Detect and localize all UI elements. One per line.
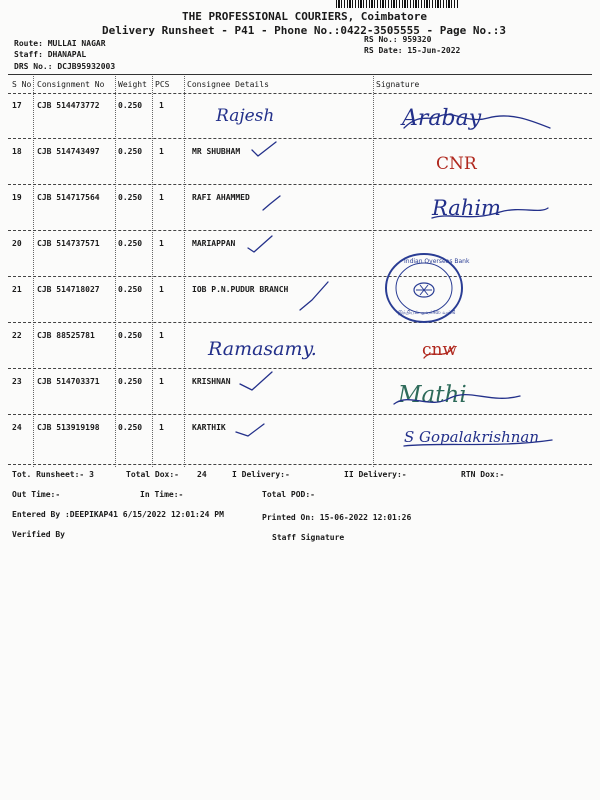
row-pcs: 1	[159, 101, 164, 110]
recipient-signature: Arabay	[402, 106, 482, 131]
drs-label: DRS No.: DCJB95932003	[14, 62, 116, 71]
route-label: Route: MULLAI NAGAR	[14, 39, 106, 48]
row-sno: 21	[12, 285, 22, 294]
row-consignment: CJB 514737571	[37, 239, 100, 248]
company-title: THE PROFESSIONAL COURIERS, Coimbatore	[182, 10, 428, 23]
row-pcs: 1	[159, 147, 164, 156]
row-consignment: CJB 88525781	[37, 331, 95, 340]
recipient-signature: CNR	[436, 154, 477, 174]
row-weight: 0.250	[118, 101, 143, 110]
entered-by: Entered By :DEEPIKAP41 6/15/2022 12:01:24 PM	[12, 510, 224, 519]
staff-label: Staff: DHANAPAL	[14, 50, 87, 59]
row-sno: 19	[12, 193, 22, 202]
row-pcs: 1	[159, 239, 164, 248]
row-sno: 24	[12, 423, 22, 432]
row-weight: 0.250	[118, 239, 143, 248]
row-sno: 20	[12, 239, 22, 248]
col-header-consignee: Consignee Details	[187, 80, 269, 89]
col-header-weight: Weight	[118, 80, 147, 89]
row-pcs: 1	[159, 423, 164, 432]
row-weight: 0.250	[118, 423, 143, 432]
row-pcs: 1	[159, 193, 164, 202]
printed-on: Printed On: 15-06-2022 12:01:26	[262, 513, 412, 522]
tick-icon	[248, 236, 272, 252]
runsheet-subtitle: Delivery Runsheet - P41 - Phone No.:0422-3505555 - Page No.:3	[102, 24, 506, 37]
row-weight: 0.250	[118, 377, 143, 386]
row-pcs: 1	[159, 331, 164, 340]
recipient-signature: S Gopalakrishnan	[404, 428, 540, 446]
row-consignee: MR SHUBHAM	[192, 147, 241, 156]
row-consignment: CJB 514473772	[37, 101, 100, 110]
tick-icon	[300, 282, 328, 310]
row-pcs: 1	[159, 285, 164, 294]
row-sno: 18	[12, 147, 22, 156]
row-consignment: CJB 513919198	[37, 423, 100, 432]
rs-no-label: RS No.: 959320	[364, 35, 432, 44]
total-dox-label: Total Dox:-	[126, 470, 179, 479]
tick-icon	[252, 142, 276, 156]
col-header-pcs: PCS	[155, 80, 170, 89]
row-sno: 23	[12, 377, 22, 386]
rs-date-label: RS Date: 15-Jun-2022	[364, 46, 461, 55]
row-weight: 0.250	[118, 147, 143, 156]
row-consignee: IOB P.N.PUDUR BRANCH	[192, 285, 289, 294]
stamp-tamil-text: இந்தியன் ஓவர்சீஸ் வங்கி	[398, 310, 456, 316]
row-consignment: CJB 514743497	[37, 147, 100, 156]
tick-icon	[240, 372, 272, 390]
row-consignee: KARTHIK	[192, 423, 226, 432]
row-weight: 0.250	[118, 285, 143, 294]
row-sno: 17	[12, 101, 22, 110]
i-delivery-label: I Delivery:-	[232, 470, 290, 479]
tick-icon	[263, 196, 280, 210]
row-sno: 22	[12, 331, 22, 340]
row-weight: 0.250	[118, 193, 143, 202]
stamp-bank-name: Indian Overseas Bank	[404, 258, 470, 265]
recipient-signature: cnw	[422, 340, 458, 360]
row-consignment: CJB 514717564	[37, 193, 100, 202]
recipient-signature: Mathi	[398, 382, 467, 408]
verified-by: Verified By	[12, 530, 65, 539]
tot-runsheet: Tot. Runsheet:- 3	[12, 470, 94, 479]
col-header-signature: Signature	[376, 80, 420, 89]
handwritten-name: Rajesh	[216, 106, 275, 126]
tick-icon	[236, 424, 264, 436]
row-consignee: RAFI AHAMMED	[192, 193, 250, 202]
row-consignee: KRISHNAN	[192, 377, 231, 386]
row-consignment: CJB 514703371	[37, 377, 100, 386]
in-time-label: In Time:-	[140, 490, 184, 499]
ii-delivery-label: II Delivery:-	[344, 470, 407, 479]
handwritten-name: Ramasamy.	[208, 338, 317, 360]
out-time-label: Out Time:-	[12, 490, 61, 499]
row-pcs: 1	[159, 377, 164, 386]
col-header-sno: S No	[12, 80, 32, 89]
col-header-consignment: Consignment No	[37, 80, 105, 89]
total-dox-value: 24	[197, 470, 207, 479]
row-consignment: CJB 514718027	[37, 285, 100, 294]
recipient-signature: Rahim	[432, 196, 501, 220]
row-consignee: MARIAPPAN	[192, 239, 236, 248]
row-weight: 0.250	[118, 331, 143, 340]
staff-signature-label: Staff Signature	[272, 533, 345, 542]
total-pod-label: Total POD:-	[262, 490, 315, 499]
rtn-dox-label: RTN Dox:-	[461, 470, 505, 479]
